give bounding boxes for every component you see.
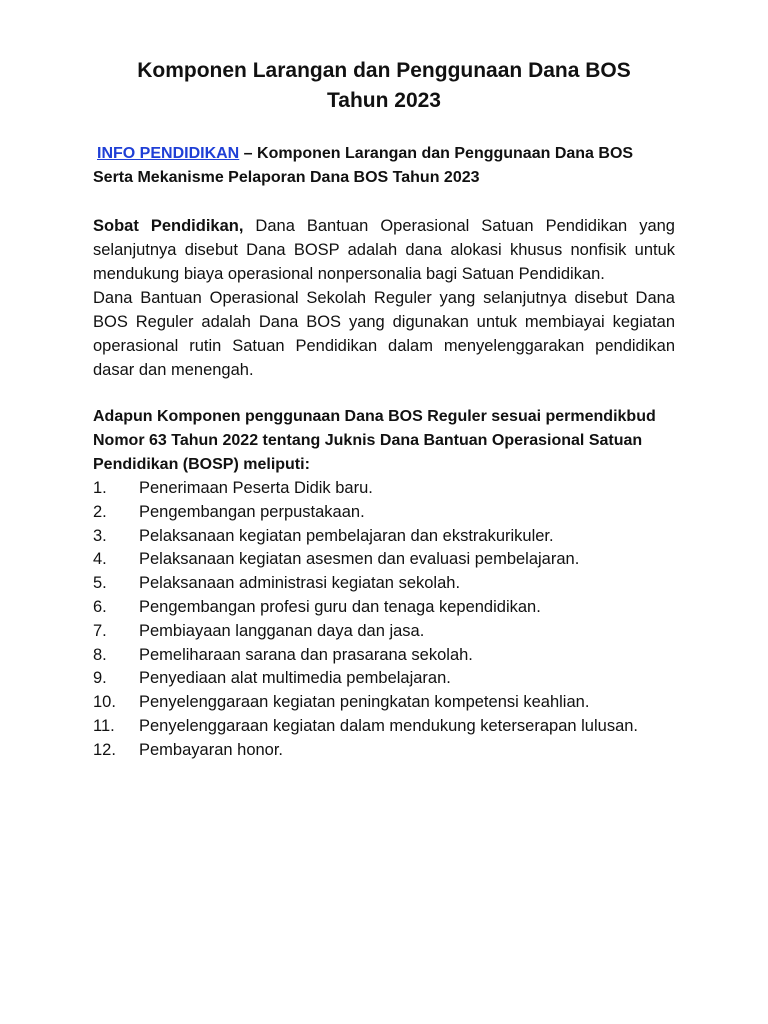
- list-item-text: Penyelenggaraan kegiatan dalam mendukung keterserapan lulusan.: [139, 716, 639, 735]
- page-title: [93, 56, 675, 116]
- intro-text: – Komponen Larangan dan Penggunaan Dana BOS Serta Mekanisme Pelaporan Dana BOS Tahun 2023: [93, 145, 634, 186]
- list-item: [93, 620, 675, 644]
- list-item-number: 2.: [93, 502, 107, 521]
- list-item-number: 9.: [93, 669, 107, 688]
- list-item: [93, 596, 675, 620]
- list-item-text: Pengembangan perpustakaan.: [139, 502, 365, 521]
- list-item-number: 6.: [93, 597, 107, 616]
- list-item: [93, 644, 675, 668]
- title-line-1: Komponen Larangan dan Penggunaan Dana BOS: [137, 59, 631, 82]
- section-heading: Adapun Komponen penggunaan Dana BOS Reguler sesuai permendikbud Nomor 63 Tahun 2022 tentang Juknis Dana Bantuan Operasional Satuan Pendidikan (BOSP) meliputi:: [93, 408, 656, 473]
- list-item-number: 4.: [93, 550, 107, 569]
- list-item: [93, 477, 675, 501]
- list-item-text: Pengembangan profesi guru dan tenaga kependidikan.: [139, 597, 541, 616]
- title-line-2: Tahun 2023: [327, 89, 441, 112]
- list-item-number: 3.: [93, 526, 107, 545]
- list-item: [93, 525, 675, 549]
- paragraph-text: Dana Bantuan Operasional Satuan Pendidikan yang selanjutnya disebut Dana BOSP adalah dana alokasi khusus nonfisik untuk mendukung biaya operasional nonpersonalia bagi Satuan Pendidikan.: [93, 217, 675, 283]
- list-item: [93, 715, 675, 739]
- list-item-text: Penerimaan Peserta Didik baru.: [139, 479, 373, 497]
- list-item-number: 1.: [93, 479, 107, 497]
- component-list: [93, 477, 675, 763]
- list-item-text: Pelaksanaan kegiatan asesmen dan evaluasi pembelajaran.: [139, 550, 580, 569]
- list-item: [93, 548, 675, 572]
- paragraph-lead: Sobat Pendidikan,: [93, 217, 244, 235]
- list-item: [93, 501, 675, 525]
- list-item: [93, 667, 675, 691]
- info-pendidikan-link[interactable]: INFO PENDIDIKAN: [97, 145, 240, 162]
- intro-paragraph: [93, 142, 675, 190]
- list-item: [93, 572, 675, 596]
- paragraph-definition-bos-reguler: [93, 286, 675, 382]
- list-item-text: Pembiayaan langganan daya dan jasa.: [139, 621, 425, 640]
- list-item-number: 5.: [93, 574, 107, 593]
- paragraph-definition-bosp: [93, 214, 675, 286]
- list-item: [93, 691, 675, 715]
- list-item-text: Pelaksanaan kegiatan pembelajaran dan ekstrakurikuler.: [139, 526, 554, 545]
- list-item-text: Pemeliharaan sarana dan prasarana sekolah.: [139, 645, 473, 664]
- document-page: [93, 56, 675, 763]
- list-item-text: Pelaksanaan administrasi kegiatan sekolah.: [139, 574, 461, 593]
- list-item-text: Pembayaran honor.: [139, 740, 284, 759]
- list-item-text: Penyelenggaraan kegiatan peningkatan kompetensi keahlian.: [139, 693, 590, 712]
- list-item-number: 11.: [93, 716, 115, 735]
- list-item-number: 12.: [93, 740, 116, 759]
- list-item-number: 7.: [93, 621, 107, 640]
- list-item-text: Penyediaan alat multimedia pembelajaran.: [139, 669, 451, 688]
- list-item-number: 8.: [93, 645, 107, 664]
- paragraph-text: Dana Bantuan Operasional Sekolah Reguler yang selanjutnya disebut Dana BOS Reguler adalah Dana BOS yang digunakan untuk membiayai kegiatan operasional rutin Satuan Pendidikan dalam menyelenggarakan pendidikan dasar dan menengah.: [93, 289, 675, 379]
- list-item-number: 10.: [93, 693, 116, 712]
- list-item: [93, 739, 675, 763]
